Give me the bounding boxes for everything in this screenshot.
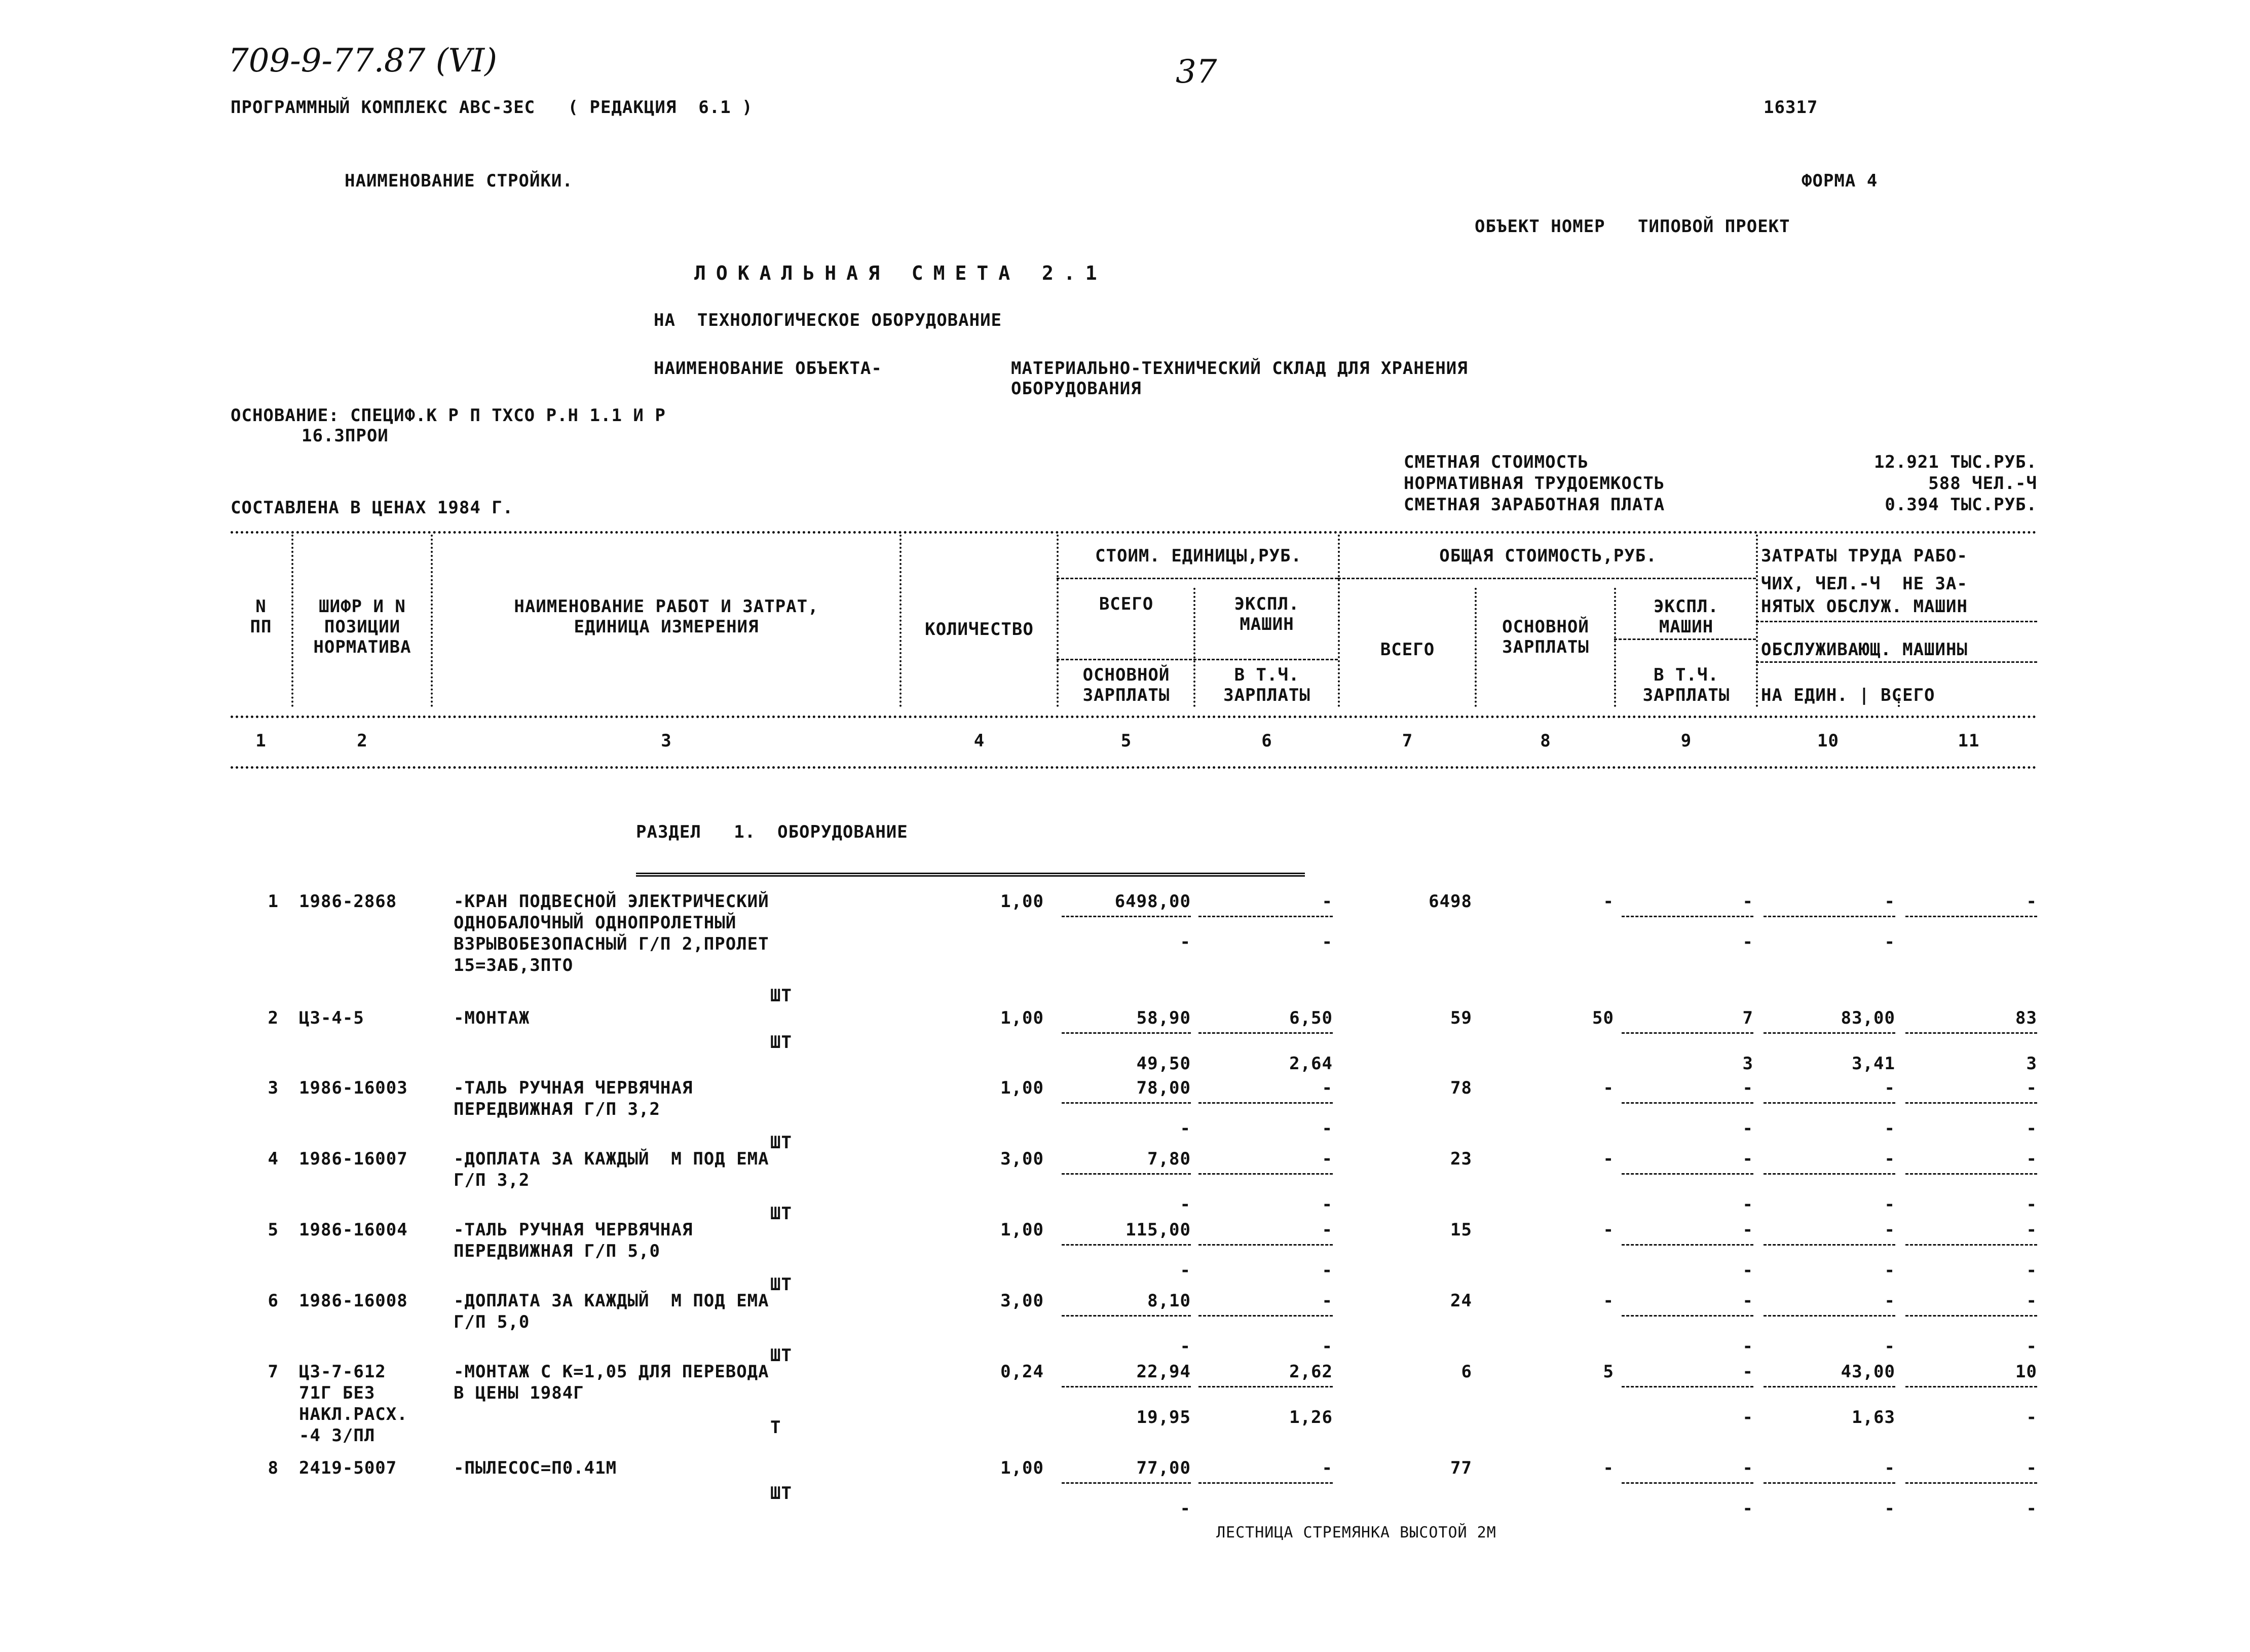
cell-rule — [1764, 1386, 1895, 1387]
row-name: ПЕРЕДВИЖНАЯ Г/П 5,0 — [454, 1241, 660, 1261]
row-quantity: 1,00 — [1000, 891, 1044, 912]
cell-rule — [1198, 1032, 1333, 1034]
row-unit-cost-machine-wages: - — [1322, 1336, 1333, 1357]
cell-rule — [1764, 1244, 1895, 1246]
row-labor-machines-total: 3 — [2026, 1054, 2037, 1074]
cell-rule — [1062, 1032, 1191, 1034]
handwritten-project-code: 709-9-77.87 (VI) — [228, 42, 498, 80]
row-total-wages: - — [1603, 1149, 1614, 1169]
row-code: 1986-16007 — [299, 1149, 408, 1169]
row-unit: ШТ — [770, 1133, 792, 1153]
row-unit-cost-wages: 19,95 — [1136, 1407, 1191, 1428]
row-total-machines: - — [1742, 1149, 1753, 1169]
row-name: В ЦЕНЫ 1984Г — [454, 1383, 584, 1403]
row-quantity: 3,00 — [1000, 1149, 1044, 1169]
row-total-machines: - — [1742, 1220, 1753, 1240]
col-divider — [1338, 535, 1340, 707]
row-total-machine-wages: - — [1742, 1407, 1753, 1428]
row-unit-cost-machines: 2,62 — [1289, 1362, 1333, 1382]
row-labor-per-unit: - — [1884, 1291, 1895, 1311]
totals-value-wages: 0.394 ТЫС.РУБ. — [1885, 495, 2037, 515]
cell-rule — [1905, 1482, 2037, 1484]
col-divider — [1193, 588, 1195, 707]
cell-rule — [1622, 1244, 1753, 1246]
header-n: N — [255, 596, 267, 617]
prices-year-line: СОСТАВЛЕНА В ЦЕНАХ 1984 Г. — [231, 498, 514, 518]
col-divider — [1475, 588, 1477, 707]
row-total-cost: 78 — [1450, 1078, 1472, 1098]
header-labor-1: ЗАТРАТЫ ТРУДА РАБО- — [1761, 546, 1968, 566]
col-divider — [1057, 535, 1059, 707]
cell-rule — [1198, 1482, 1333, 1484]
cell-rule — [1905, 1244, 2037, 1246]
header-unit-vtch-2: ЗАРПЛАТЫ — [1223, 685, 1310, 705]
row-total-wages: - — [1603, 1458, 1614, 1478]
row-labor-per-unit: - — [1884, 1220, 1895, 1240]
header-unit-cost: СТОИМ. ЕДИНИЦЫ,РУБ. — [1095, 546, 1302, 566]
row-code: -4 3/ПЛ — [299, 1425, 376, 1446]
cell-rule — [1764, 1102, 1895, 1104]
cell-rule — [1905, 1315, 2037, 1317]
header-unit-osn-2: ЗАРПЛАТЫ — [1082, 685, 1170, 705]
header-quantity: КОЛИЧЕСТВО — [925, 619, 1034, 640]
document-title: ЛОКАЛЬНАЯ СМЕТА 2.1 — [694, 262, 1107, 284]
row-code: 1986-16008 — [299, 1291, 408, 1311]
basis-line-2: 16.3ПРОИ — [302, 426, 389, 446]
row-total-machines: - — [1742, 891, 1753, 912]
row-labor-per-unit: - — [1884, 1149, 1895, 1169]
row-unit-cost-wages: - — [1180, 932, 1191, 952]
row-labor-per-unit: - — [1884, 1458, 1895, 1478]
cell-rule — [1062, 1102, 1191, 1104]
row-total-wages: 5 — [1603, 1362, 1614, 1382]
header-unit-vtch-1: В Т.Ч. — [1234, 665, 1300, 685]
row-total-wages: 50 — [1592, 1008, 1614, 1028]
row-unit-cost-machine-wages: 1,26 — [1289, 1407, 1333, 1428]
row-code: Ц3-4-5 — [299, 1008, 364, 1028]
row-labor-machines-per-unit: - — [1884, 1498, 1895, 1519]
header-mid-rule — [231, 716, 2037, 718]
row-total-cost: 59 — [1450, 1008, 1472, 1028]
basis-line-1: ОСНОВАНИЕ: СПЕЦИФ.К Р П ТХСО Р.Н 1.1 И Р — [231, 405, 666, 426]
row-unit-cost-machine-wages: - — [1322, 1260, 1333, 1281]
cell-rule — [1905, 916, 2037, 917]
row-name: ПЕРЕДВИЖНАЯ Г/П 3,2 — [454, 1099, 660, 1119]
row-unit-cost-total: 115,00 — [1126, 1220, 1191, 1240]
row-total-machines: - — [1742, 1458, 1753, 1478]
totals-label-cost: СМЕТНАЯ СТОИМОСТЬ — [1404, 452, 1589, 472]
row-number: 5 — [268, 1220, 279, 1240]
row-quantity: 0,24 — [1000, 1362, 1044, 1382]
cell-rule — [1622, 1173, 1753, 1175]
header-labor-3: НЯТЫХ ОБСЛУЖ. МАШИН — [1761, 596, 1968, 617]
row-total-machines: - — [1742, 1362, 1753, 1382]
header-unit-total: ВСЕГО — [1099, 594, 1154, 614]
column-number: 1 — [255, 731, 267, 751]
row-total-machine-wages: - — [1742, 1194, 1753, 1215]
row-total-wages: - — [1603, 1291, 1614, 1311]
row-labor-total: - — [2026, 1220, 2037, 1240]
header-total-osn-2: ЗАРПЛАТЫ — [1502, 637, 1589, 657]
cell-rule — [1622, 1032, 1753, 1034]
row-name: 15=3АБ,3ПТО — [454, 955, 574, 975]
cell-rule — [1062, 1482, 1191, 1484]
row-unit-cost-wages: - — [1180, 1118, 1191, 1139]
row-labor-machines-per-unit: - — [1884, 1118, 1895, 1139]
row-unit-cost-machines: - — [1322, 891, 1333, 912]
row-number: 3 — [268, 1078, 279, 1098]
row-unit-cost-total: 6498,00 — [1114, 891, 1191, 912]
cell-rule — [1905, 1173, 2037, 1175]
col-divider — [291, 535, 293, 707]
column-number: 5 — [1120, 731, 1132, 751]
row-quantity: 1,00 — [1000, 1008, 1044, 1028]
row-total-machine-wages: - — [1742, 1336, 1753, 1357]
header-pp: ПП — [250, 617, 272, 637]
handwritten-page-number: 37 — [1176, 53, 1217, 91]
section-title: РАЗДЕЛ 1. ОБОРУДОВАНИЕ — [636, 822, 908, 842]
row-unit-cost-wages: - — [1180, 1336, 1191, 1357]
header-sub-rule — [1614, 639, 1756, 640]
header-bottom-rule — [231, 766, 2037, 769]
row-code: Ц3-7-612 — [299, 1362, 386, 1382]
column-number: 4 — [973, 731, 985, 751]
row-labor-machines-per-unit: - — [1884, 1260, 1895, 1281]
row-code: НАКЛ.РАСХ. — [299, 1404, 408, 1424]
cell-rule — [1764, 1173, 1895, 1175]
header-sub-rule — [1057, 578, 1338, 579]
header-total-vtch-2: ЗАРПЛАТЫ — [1642, 685, 1730, 705]
cell-rule — [1062, 1244, 1191, 1246]
section-rule — [636, 873, 1305, 877]
row-number: 1 — [268, 891, 279, 912]
row-quantity: 1,00 — [1000, 1458, 1044, 1478]
row-number: 4 — [268, 1149, 279, 1169]
row-labor-machines-per-unit: 3,41 — [1852, 1054, 1895, 1074]
row-total-machine-wages: - — [1742, 1498, 1753, 1519]
header-labor-4: ОБСЛУЖИВАЮЩ. МАШИНЫ — [1761, 640, 1968, 660]
row-code: 2419-5007 — [299, 1458, 397, 1478]
row-unit: ШТ — [770, 1345, 792, 1366]
totals-value-labor: 588 ЧЕЛ.-Ч — [1928, 473, 2037, 494]
row-labor-machines-total: - — [2026, 1407, 2037, 1428]
header-unit-osn-1: ОСНОВНОЙ — [1082, 665, 1170, 685]
header-labor-2: ЧИХ, ЧЕЛ.-Ч НЕ ЗА- — [1761, 574, 1968, 594]
column-number: 2 — [357, 731, 368, 751]
row-number: 2 — [268, 1008, 279, 1028]
row-total-wages: - — [1603, 1078, 1614, 1098]
row-unit: ШТ — [770, 1483, 792, 1504]
column-number: 7 — [1402, 731, 1413, 751]
column-number: 11 — [1958, 731, 1980, 751]
row-code: 1986-2868 — [299, 891, 397, 912]
cell-rule — [1622, 1386, 1753, 1387]
cell-rule — [1622, 1482, 1753, 1484]
row-total-cost: 15 — [1450, 1220, 1472, 1240]
header-code-1: ШИФР И N — [319, 596, 406, 617]
row-name: ОДНОБАЛОЧНЫЙ ОДНОПРОЛЕТНЫЙ — [454, 913, 737, 933]
row-unit: ШТ — [770, 1032, 792, 1053]
row-total-machine-wages: 3 — [1742, 1054, 1753, 1074]
header-total-ekspl-2: МАШИН — [1659, 617, 1714, 637]
row-unit: ШТ — [770, 1274, 792, 1295]
row-total-cost: 24 — [1450, 1291, 1472, 1311]
col-divider — [1614, 588, 1616, 707]
row-unit-cost-machines: - — [1322, 1220, 1333, 1240]
row-total-machine-wages: - — [1742, 1118, 1753, 1139]
row-unit: Т — [770, 1417, 781, 1438]
cell-rule — [1764, 916, 1895, 917]
row-unit-cost-machines: - — [1322, 1149, 1333, 1169]
row-total-cost: 6 — [1461, 1362, 1472, 1382]
row-unit-cost-machine-wages: - — [1322, 1194, 1333, 1215]
row-unit-cost-machines: 6,50 — [1289, 1008, 1333, 1028]
cell-rule — [1905, 1386, 2037, 1387]
column-number: 6 — [1261, 731, 1272, 751]
cell-rule — [1198, 1315, 1333, 1317]
row-labor-machines-total: - — [2026, 1260, 2037, 1281]
header-code-3: НОРМАТИВА — [313, 637, 411, 657]
header-sub-rule — [1756, 621, 2037, 622]
header-unit-ekspl-1: ЭКСПЛ. — [1234, 594, 1300, 614]
row-labor-per-unit: - — [1884, 891, 1895, 912]
column-number: 9 — [1680, 731, 1692, 751]
header-name-1: НАИМЕНОВАНИЕ РАБОТ И ЗАТРАТ, — [514, 596, 819, 617]
program-line: ПРОГРАММНЫЙ КОМПЛЕКС АВС-ЗЕС ( РЕДАКЦИЯ 6.1 ) — [231, 97, 753, 118]
row-name: -ТАЛЬ РУЧНАЯ ЧЕРВЯЧНАЯ — [454, 1220, 693, 1240]
row-code: 1986-16004 — [299, 1220, 408, 1240]
row-labor-machines-per-unit: 1,63 — [1852, 1407, 1895, 1428]
cell-rule — [1198, 916, 1333, 917]
totals-label-wages: СМЕТНАЯ ЗАРАБОТНАЯ ПЛАТА — [1404, 495, 1665, 515]
row-unit: ШТ — [770, 986, 792, 1006]
row-unit-cost-wages: - — [1180, 1194, 1191, 1215]
row-unit-cost-total: 8,10 — [1147, 1291, 1191, 1311]
row-code: 1986-16003 — [299, 1078, 408, 1098]
row-name: ВЗРЫВОБЕЗОПАСНЫЙ Г/П 2,ПРОЛЕТ — [454, 934, 769, 954]
row-unit-cost-wages: 49,50 — [1136, 1054, 1191, 1074]
object-name-label: НАИМЕНОВАНИЕ ОБЪЕКТА- — [654, 358, 882, 379]
column-number: 3 — [661, 731, 672, 751]
row-labor-machines-per-unit: - — [1884, 1336, 1895, 1357]
row-labor-machines-per-unit: - — [1884, 932, 1895, 952]
cell-rule — [1062, 1386, 1191, 1387]
row-name: -ТАЛЬ РУЧНАЯ ЧЕРВЯЧНАЯ — [454, 1078, 693, 1098]
document-number: 16317 — [1764, 97, 1818, 118]
row-total-wages: - — [1603, 891, 1614, 912]
row-code: 71Г БЕЗ — [299, 1383, 376, 1403]
row-labor-total: 83 — [2015, 1008, 2037, 1028]
row-total-machine-wages: - — [1742, 1260, 1753, 1281]
construction-name-label: НАИМЕНОВАНИЕ СТРОЙКИ. — [345, 171, 573, 191]
header-total-cost: ОБЩАЯ СТОИМОСТЬ,РУБ. — [1439, 546, 1657, 566]
row-total-machines: - — [1742, 1291, 1753, 1311]
row-labor-per-unit: 83,00 — [1841, 1008, 1895, 1028]
row-name: -ДОПЛАТА ЗА КАЖДЫЙ М ПОД ЕМА — [454, 1291, 769, 1311]
row-unit-cost-machines: - — [1322, 1291, 1333, 1311]
form-label: ФОРМА 4 — [1802, 171, 1878, 191]
cell-rule — [1764, 1315, 1895, 1317]
row-unit-cost-total: 78,00 — [1136, 1078, 1191, 1098]
row-name: Г/П 5,0 — [454, 1312, 530, 1332]
row-name: -ДОПЛАТА ЗА КАЖДЫЙ М ПОД ЕМА — [454, 1149, 769, 1169]
footer-note: ЛЕСТНИЦА СТРЕМЯНКА ВЫСОТОЙ 2М — [1216, 1524, 1496, 1542]
row-total-machines: - — [1742, 1078, 1753, 1098]
row-name: -ПЫЛЕСОС=П0.41М — [454, 1458, 617, 1478]
cell-rule — [1905, 1032, 2037, 1034]
document-subtitle: НА ТЕХНОЛОГИЧЕСКОЕ ОБОРУДОВАНИЕ — [654, 310, 1002, 330]
header-sub-rule — [1338, 578, 1756, 579]
row-labor-total: - — [2026, 891, 2037, 912]
cell-rule — [1622, 916, 1753, 917]
row-labor-total: - — [2026, 1149, 2037, 1169]
row-unit-cost-total: 58,90 — [1136, 1008, 1191, 1028]
object-number-label: ОБЪЕКТ НОМЕР ТИПОВОЙ ПРОЕКТ — [1475, 216, 1790, 237]
row-labor-machines-per-unit: - — [1884, 1194, 1895, 1215]
row-name: -МОНТАЖ С К=1,05 ДЛЯ ПЕРЕВОДА — [454, 1362, 769, 1382]
header-code-2: ПОЗИЦИИ — [324, 617, 401, 637]
row-unit-cost-machine-wages: - — [1322, 1118, 1333, 1139]
row-labor-machines-total: - — [2026, 1498, 2037, 1519]
row-total-cost: 23 — [1450, 1149, 1472, 1169]
header-name-2: ЕДИНИЦА ИЗМЕРЕНИЯ — [574, 617, 759, 637]
row-unit-cost-machines: - — [1322, 1078, 1333, 1098]
cell-rule — [1198, 1173, 1333, 1175]
header-total-ekspl-1: ЭКСПЛ. — [1654, 596, 1719, 617]
totals-label-labor: НОРМАТИВНАЯ ТРУДОЕМКОСТЬ — [1404, 473, 1665, 494]
row-quantity: 1,00 — [1000, 1078, 1044, 1098]
header-top-rule — [231, 531, 2037, 534]
column-number: 8 — [1540, 731, 1551, 751]
cell-rule — [1764, 1032, 1895, 1034]
cell-rule — [1062, 1315, 1191, 1317]
row-number: 8 — [268, 1458, 279, 1478]
header-sub-rule — [1756, 661, 2037, 663]
row-labor-machines-total: - — [2026, 1194, 2037, 1215]
cell-rule — [1764, 1482, 1895, 1484]
row-name: Г/П 3,2 — [454, 1170, 530, 1190]
header-labor-5: НА ЕДИН. | ВСЕГО — [1761, 685, 1935, 705]
row-unit-cost-machines: - — [1322, 1458, 1333, 1478]
row-name: -КРАН ПОДВЕСНОЙ ЭЛЕКТРИЧЕСКИЙ — [454, 891, 769, 912]
row-total-cost: 6498 — [1429, 891, 1472, 912]
header-unit-ekspl-2: МАШИН — [1240, 614, 1294, 634]
row-unit-cost-total: 77,00 — [1136, 1458, 1191, 1478]
row-unit-cost-wages: - — [1180, 1260, 1191, 1281]
row-labor-per-unit: 43,00 — [1841, 1362, 1895, 1382]
row-name: -МОНТАЖ — [454, 1008, 530, 1028]
row-labor-total: - — [2026, 1078, 2037, 1098]
row-unit: ШТ — [770, 1204, 792, 1224]
row-labor-total: - — [2026, 1291, 2037, 1311]
row-labor-machines-total: - — [2026, 1118, 2037, 1139]
row-quantity: 3,00 — [1000, 1291, 1044, 1311]
totals-value-cost: 12.921 ТЫС.РУБ. — [1873, 452, 2037, 472]
header-sub-rule — [1057, 659, 1338, 660]
cell-rule — [1198, 1102, 1333, 1104]
header-total-vtch-1: В Т.Ч. — [1654, 665, 1719, 685]
row-number: 7 — [268, 1362, 279, 1382]
row-labor-total: 10 — [2015, 1362, 2037, 1382]
column-number: 10 — [1817, 731, 1839, 751]
row-total-wages: - — [1603, 1220, 1614, 1240]
row-labor-per-unit: - — [1884, 1078, 1895, 1098]
row-unit-cost-wages: - — [1180, 1498, 1191, 1519]
header-total-osn-1: ОСНОВНОЙ — [1502, 617, 1589, 637]
cell-rule — [1622, 1315, 1753, 1317]
cell-rule — [1198, 1244, 1333, 1246]
row-unit-cost-total: 22,94 — [1136, 1362, 1191, 1382]
row-number: 6 — [268, 1291, 279, 1311]
object-name-line-2: ОБОРУДОВАНИЯ — [1011, 379, 1142, 399]
header-total-vsego: ВСЕГО — [1380, 640, 1435, 660]
row-unit-cost-machine-wages: - — [1322, 932, 1333, 952]
row-total-machines: 7 — [1742, 1008, 1753, 1028]
row-total-machine-wages: - — [1742, 932, 1753, 952]
row-total-cost: 77 — [1450, 1458, 1472, 1478]
cell-rule — [1905, 1102, 2037, 1104]
cell-rule — [1198, 1386, 1333, 1387]
object-name-line-1: МАТЕРИАЛЬНО-ТЕХНИЧЕСКИЙ СКЛАД ДЛЯ ХРАНЕНИЯ — [1011, 358, 1468, 379]
cell-rule — [1062, 916, 1191, 917]
col-divider — [431, 535, 433, 707]
cell-rule — [1062, 1173, 1191, 1175]
cell-rule — [1622, 1102, 1753, 1104]
row-unit-cost-total: 7,80 — [1147, 1149, 1191, 1169]
row-quantity: 1,00 — [1000, 1220, 1044, 1240]
col-divider — [899, 535, 902, 707]
row-labor-total: - — [2026, 1458, 2037, 1478]
row-unit-cost-machine-wages: 2,64 — [1289, 1054, 1333, 1074]
row-labor-machines-total: - — [2026, 1336, 2037, 1357]
